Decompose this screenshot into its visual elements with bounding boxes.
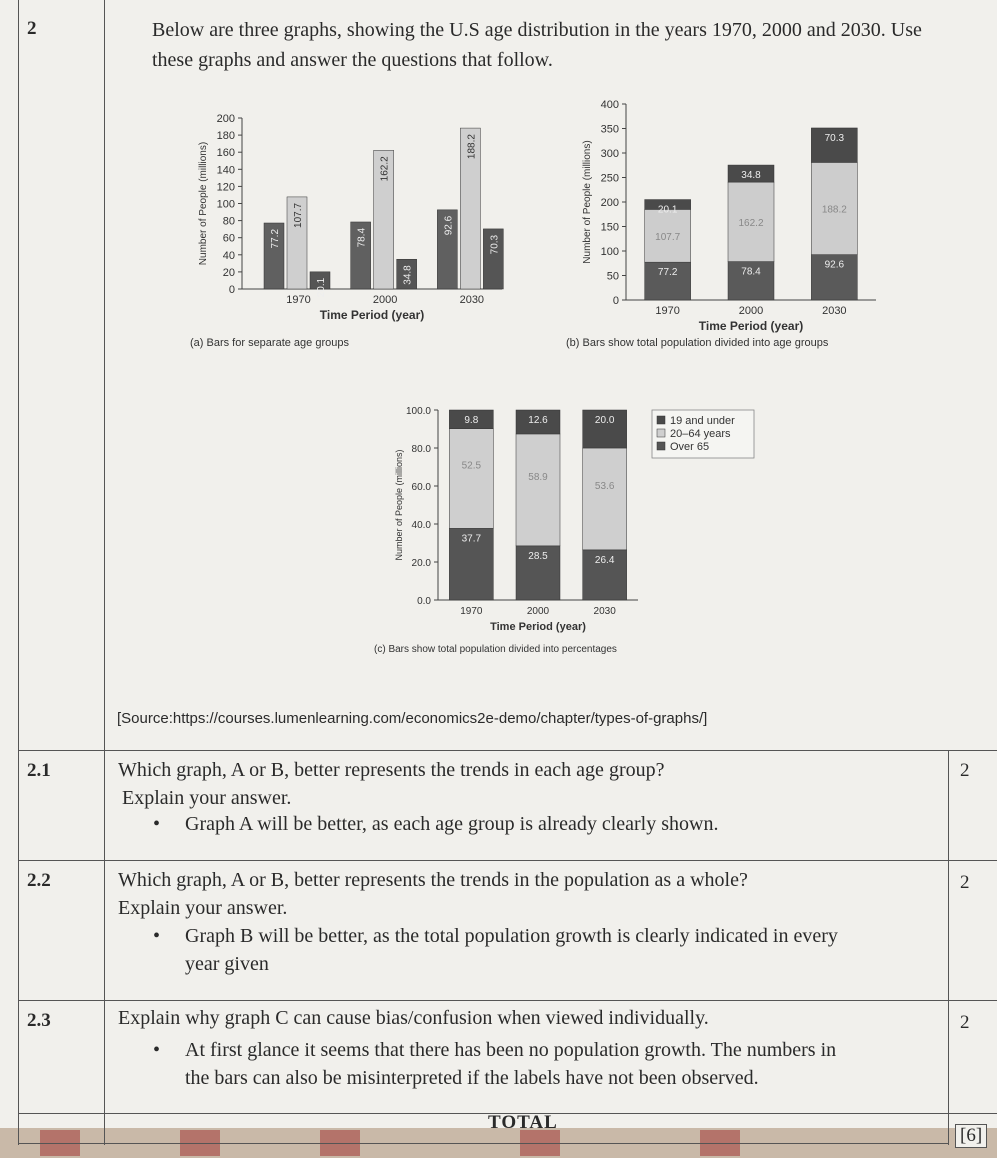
legend-swatch [657, 416, 665, 424]
segment-value-label: 34.8 [741, 170, 761, 182]
y-tick-label: 400 [600, 99, 619, 111]
y-axis-title: Number of People (millions) [394, 449, 404, 561]
subquestion-line: Explain your answer. [118, 897, 288, 919]
y-tick-label: 100 [216, 198, 235, 211]
bar-value-label: 92.6 [443, 215, 455, 236]
legend-label: 20–64 years [670, 428, 731, 440]
bar-value-label: 188.2 [466, 134, 478, 160]
segment-value-label: 53.6 [594, 480, 615, 492]
subquestion-number: 2.2 [27, 870, 51, 891]
marks-value: 2 [960, 1012, 970, 1033]
x-tick-label: 1970 [286, 294, 311, 306]
answer-line: At first glance it seems that there has been no population growth. The numbers in [185, 1039, 837, 1061]
legend-label: 19 and under [670, 415, 735, 427]
total-marks: [6] [955, 1124, 987, 1148]
subquestion-line: Explain why graph C can cause bias/confusion when viewed individually. [118, 1007, 709, 1029]
answer-line: year given [185, 953, 269, 975]
marks-value: 2 [960, 872, 970, 893]
x-tick-label: 1970 [655, 305, 680, 317]
segment-value-label: 70.3 [824, 132, 845, 144]
y-tick-label: 0 [612, 295, 619, 307]
stacked-segment [516, 434, 560, 546]
chart-a [190, 88, 520, 353]
marks-value: 2 [960, 760, 970, 781]
bar-value-label: 20.1 [316, 277, 327, 298]
chart-b [560, 92, 890, 352]
row-divider [18, 860, 997, 861]
segment-value-label: 188.2 [821, 204, 847, 216]
y-tick-label: 80 [222, 215, 235, 228]
y-tick-label: 0.0 [417, 596, 431, 607]
y-tick-label: 300 [600, 148, 619, 160]
y-tick-label: 60 [222, 232, 235, 245]
y-tick-label: 200 [216, 113, 235, 125]
x-tick-label: 2030 [822, 305, 847, 317]
subquestion-number: 2.1 [27, 760, 51, 781]
table-column-divider [104, 0, 105, 1145]
bar-value-label: 77.2 [270, 228, 281, 249]
segment-value-label: 20.1 [657, 204, 678, 216]
chart-caption: (a) Bars for separate age groups [190, 337, 349, 349]
legend-swatch [657, 442, 665, 450]
x-tick-label: 1970 [460, 606, 483, 617]
y-tick-label: 180 [216, 130, 235, 143]
segment-value-label: 92.6 [824, 259, 845, 271]
answer-text: Graph A will be better, as each age group is already clearly shown. [185, 813, 719, 835]
chart-caption: (c) Bars show total population divided into percentages [374, 644, 617, 655]
subquestion-number: 2.3 [27, 1010, 51, 1031]
segment-value-label: 77.2 [657, 267, 678, 279]
y-tick-label: 20.0 [411, 558, 431, 569]
total-label: TOTAL [488, 1112, 558, 1133]
row-divider [18, 1000, 997, 1001]
table-border-left [18, 0, 19, 1145]
y-tick-label: 80.0 [411, 444, 431, 455]
segment-value-label: 162.2 [738, 217, 764, 229]
subquestion-text [118, 1004, 709, 1032]
segment-value-label: 26.4 [594, 554, 615, 566]
bar-value-label: 34.8 [402, 265, 414, 285]
segment-value-label: 78.4 [741, 266, 761, 278]
segment-value-label: 58.9 [528, 471, 548, 483]
x-tick-label: 2000 [526, 606, 550, 617]
subquestion-text [118, 756, 664, 812]
source-citation: [Source:https://courses.lumenlearning.com/economics2e-demo/chapter/types-of-graphs/] [117, 710, 708, 727]
legend-swatch [657, 429, 665, 437]
subquestion-text [118, 866, 748, 922]
y-tick-label: 350 [600, 123, 619, 136]
x-tick-label: 2000 [738, 305, 764, 317]
segment-value-label: 52.5 [461, 460, 482, 472]
bar-value-label: 70.3 [489, 234, 501, 255]
x-tick-label: 2030 [593, 606, 616, 617]
segment-value-label: 37.7 [461, 533, 482, 545]
stacked-segment [583, 448, 627, 550]
y-tick-label: 160 [216, 147, 235, 160]
bar-value-label: 107.7 [293, 202, 304, 228]
x-axis-title: Time Period (year) [490, 621, 586, 633]
subquestion-line: Which graph, A or B, better represents the trends in the population as a whole? [118, 869, 748, 891]
chart-c [372, 390, 762, 660]
y-tick-label: 250 [600, 172, 619, 185]
x-axis-title: Time Period (year) [698, 319, 804, 333]
segment-value-label: 12.6 [528, 415, 548, 426]
answer-bullet: • At first glance it seems that there has been no population growth. The numbers in the bars can also be misinterpreted if the labels have not been observed. [185, 1036, 836, 1092]
segment-value-label: 20.0 [594, 415, 615, 426]
subquestion-line: Explain your answer. [122, 787, 292, 809]
y-tick-label: 100.0 [405, 406, 431, 417]
legend-label: Over 65 [670, 441, 710, 453]
y-tick-label: 40.0 [411, 520, 431, 531]
y-tick-label: 40 [222, 249, 235, 262]
row-divider [18, 1143, 948, 1144]
y-tick-label: 50 [606, 270, 619, 283]
question-intro: Below are three graphs, showing the U.S age distribution in the years 1970, 2000 and 2030. Use these graphs and answer the questions that follow. [152, 19, 922, 71]
y-tick-label: 140 [216, 164, 235, 177]
row-divider [18, 750, 997, 751]
x-tick-label: 2030 [459, 294, 485, 306]
subquestion-line: Which graph, A or B, better represents the trends in each age group? [118, 759, 665, 781]
y-tick-label: 150 [600, 221, 619, 234]
y-tick-label: 60.0 [411, 482, 431, 493]
x-axis-title: Time Period (year) [319, 308, 425, 322]
chart-caption: (b) Bars show total population divided into age groups [566, 337, 829, 349]
marks-column-divider [948, 750, 949, 1145]
y-tick-label: 0 [228, 284, 235, 296]
segment-value-label: 28.5 [528, 550, 548, 562]
x-tick-label: 2000 [372, 294, 398, 306]
stacked-segment [449, 429, 493, 529]
answer-line: Graph B will be better, as the total population growth is clearly indicated in every [185, 925, 838, 947]
question-number: 2 [27, 18, 37, 39]
segment-value-label: 107.7 [655, 231, 681, 243]
y-tick-label: 100 [600, 246, 619, 258]
y-tick-label: 20 [222, 266, 235, 279]
bar-value-label: 78.4 [356, 227, 368, 248]
bar-value-label: 162.2 [379, 156, 391, 182]
y-axis-title: Number of People (millions) [198, 141, 209, 266]
y-tick-label: 120 [216, 181, 235, 194]
answer-bullet: • Graph A will be better, as each age group is already clearly shown. [153, 813, 719, 835]
answer-bullet: • Graph B will be better, as the total population growth is clearly indicated in every year given [185, 922, 838, 978]
segment-value-label: 9.8 [464, 415, 479, 426]
answer-line: the bars can also be misinterpreted if the labels have not been observed. [185, 1067, 759, 1089]
y-tick-label: 200 [600, 197, 619, 209]
y-axis-title: Number of People (millions) [582, 140, 593, 264]
